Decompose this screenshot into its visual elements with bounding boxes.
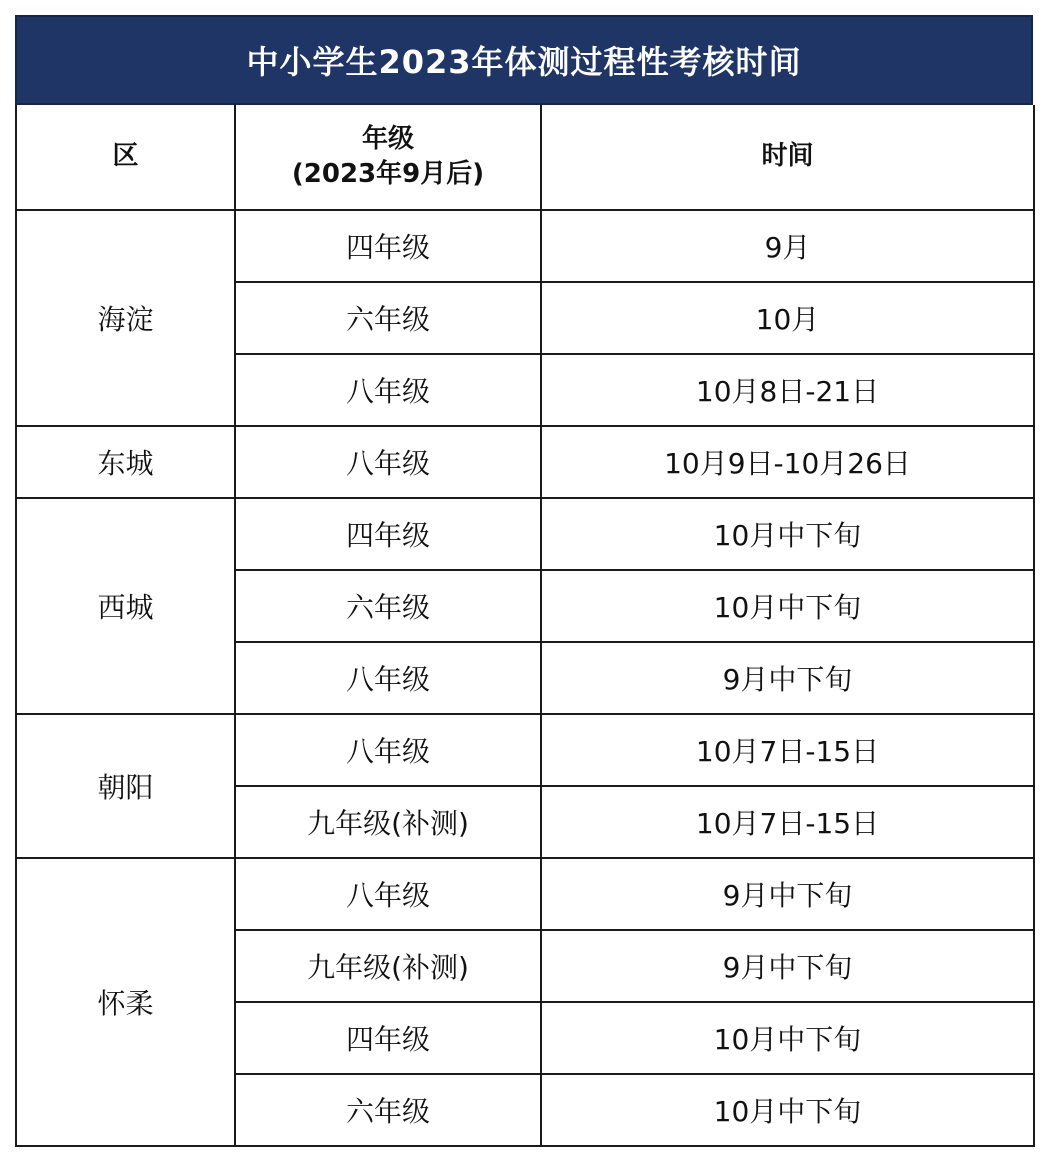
table-row bbox=[16, 858, 1034, 930]
table-title: 中小学生2023年体测过程性考核时间 bbox=[15, 15, 1033, 105]
grade-cell: 四年级 bbox=[235, 1002, 541, 1074]
district-cell: 怀柔 bbox=[16, 858, 235, 1146]
grade-cell: 八年级 bbox=[235, 426, 541, 498]
grade-cell: 六年级 bbox=[235, 570, 541, 642]
header-row bbox=[16, 105, 1034, 210]
table-row bbox=[16, 426, 1034, 498]
time-cell: 10月中下旬 bbox=[541, 570, 1034, 642]
district-cell: 东城 bbox=[16, 426, 235, 498]
grade-cell: 八年级 bbox=[235, 642, 541, 714]
header-grade bbox=[235, 105, 541, 210]
grade-cell: 九年级(补测) bbox=[235, 786, 541, 858]
time-cell: 9月中下旬 bbox=[541, 642, 1034, 714]
grade-cell: 四年级 bbox=[235, 498, 541, 570]
grade-cell: 八年级 bbox=[235, 354, 541, 426]
time-cell: 10月中下旬 bbox=[541, 1002, 1034, 1074]
time-cell: 10月中下旬 bbox=[541, 1074, 1034, 1146]
time-cell: 9月 bbox=[541, 210, 1034, 282]
grade-cell: 六年级 bbox=[235, 1074, 541, 1146]
district-cell: 海淀 bbox=[16, 210, 235, 426]
district-cell: 西城 bbox=[16, 498, 235, 714]
header-grade-line1: 年级 bbox=[361, 123, 414, 154]
time-cell: 10月9日-10月26日 bbox=[541, 426, 1034, 498]
header-district: 区 bbox=[16, 105, 235, 210]
header-grade-line2: (2023年9月后) bbox=[291, 159, 485, 189]
table-row bbox=[16, 498, 1034, 570]
table-body bbox=[16, 210, 1034, 1146]
time-cell: 10月7日-15日 bbox=[541, 786, 1034, 858]
time-cell: 10月中下旬 bbox=[541, 498, 1034, 570]
table-row bbox=[16, 714, 1034, 786]
table-row bbox=[16, 210, 1034, 282]
time-cell: 10月 bbox=[541, 282, 1034, 354]
grade-cell: 四年级 bbox=[235, 210, 541, 282]
grade-cell: 八年级 bbox=[235, 714, 541, 786]
time-cell: 10月7日-15日 bbox=[541, 714, 1034, 786]
schedule-sheet bbox=[15, 15, 1033, 1147]
grade-cell: 九年级(补测) bbox=[235, 930, 541, 1002]
schedule-table bbox=[15, 105, 1035, 1147]
district-cell: 朝阳 bbox=[16, 714, 235, 858]
grade-cell: 六年级 bbox=[235, 282, 541, 354]
time-cell: 10月8日-21日 bbox=[541, 354, 1034, 426]
grade-cell: 八年级 bbox=[235, 858, 541, 930]
time-cell: 9月中下旬 bbox=[541, 858, 1034, 930]
time-cell: 9月中下旬 bbox=[541, 930, 1034, 1002]
header-time: 时间 bbox=[541, 105, 1034, 210]
